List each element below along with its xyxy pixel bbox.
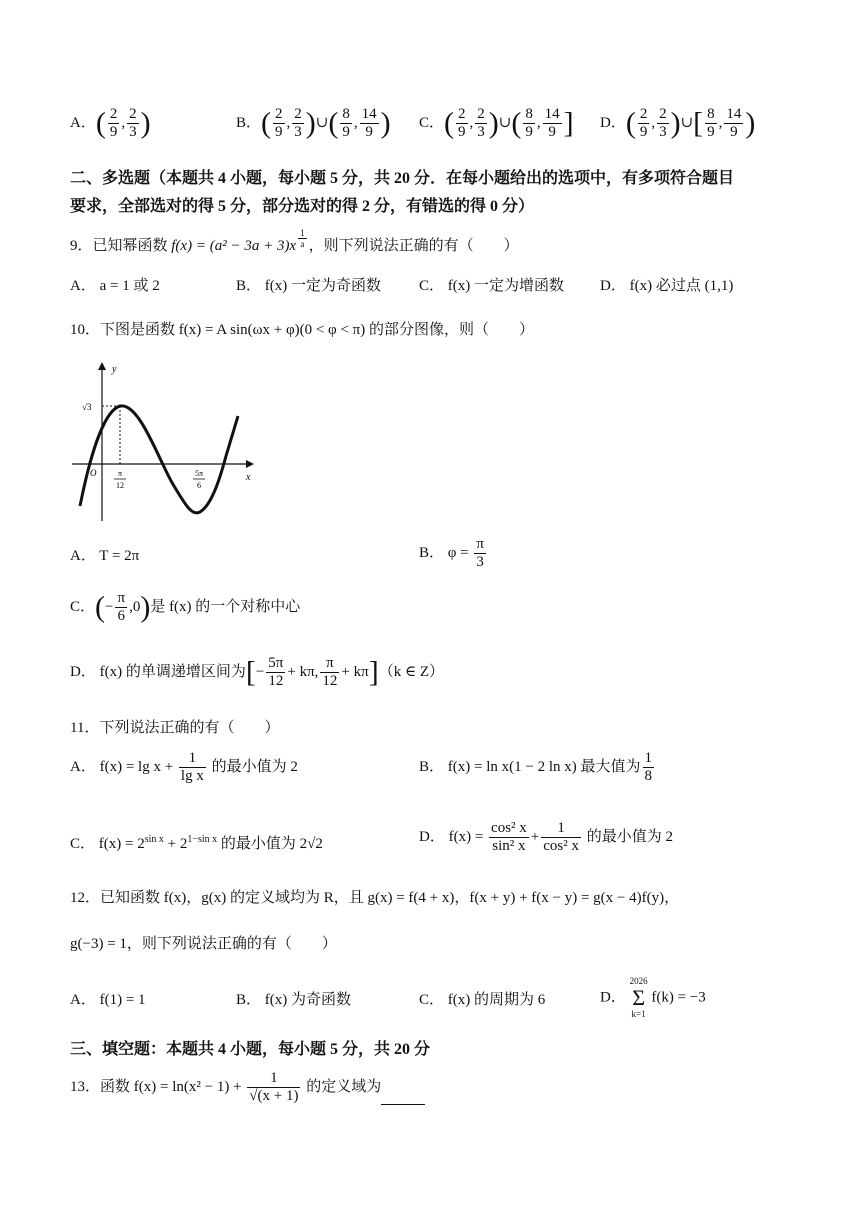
q9-stem: 9．已知幂函数 f(x) = (a² − 3a + 3)x $\frac{1}{a}$ ，则下列说法正确的有（ ）	[70, 228, 519, 254]
section3-heading: 三、填空题：本题共 4 小题，每小题 5 分，共 20 分	[70, 1041, 431, 1058]
q11-option-d: D． f(x) = $\frac{\text{cos² x}}{\text{sin² x}}$ + $\frac{1}{\text{cos² x}}$ 的最小值为 2	[419, 820, 674, 854]
section2-heading-line1: 二、多选题（本题共 4 小题，每小题 5 分，共 20 分．在每小题给出的选项中，有多项符合题目	[70, 170, 735, 187]
summation: 2026 Σ k=1	[629, 976, 648, 1019]
q8-option-a: A．( $\frac{2}{9}$ , $\frac{2}{3}$ )	[70, 106, 151, 140]
q11-stem: 11．下列说法正确的有（ ）	[70, 720, 280, 736]
q8-option-c: C．( $\frac{2}{9}$ , $\frac{2}{3}$ )∪( $\frac{8}{9}$ , $\frac{14}{9}$ ]	[419, 106, 574, 140]
q9-option-c: C． f(x) 一定为增函数	[419, 278, 564, 294]
q12-stem-line2: g(−3) = 1，则下列说法正确的有（ ）	[70, 936, 337, 952]
x-axis-label: x	[246, 472, 251, 483]
q13-stem: 13．函数 f(x) = ln(x² − 1) + $\frac{1}{√(x + 1)}$ 的定义域为	[70, 1070, 425, 1105]
q10-sine-graph	[68, 356, 258, 526]
tick-5pi-6-num: 5π	[194, 469, 204, 478]
q8-option-d: D．( $\frac{2}{9}$ , $\frac{2}{3}$ )∪[ $\frac{8}{9}$ , $\frac{14}{9}$ )	[600, 106, 756, 140]
q10-option-a: A． T = 2π	[70, 548, 140, 564]
tick-5pi-6-den: 6	[197, 481, 201, 490]
origin-label: O	[90, 468, 97, 478]
q8-option-b: B．( $\frac{2}{9}$ , $\frac{2}{3}$ )∪( $\frac{8}{9}$ , $\frac{14}{9}$ )	[236, 106, 391, 140]
tick-pi-12-den: 12	[116, 481, 124, 490]
q10-option-c: C．(− $\frac{\pi}{6}$ ,0)是 f(x) 的一个对称中心	[70, 590, 301, 624]
q9-option-b: B． f(x) 一定为奇函数	[236, 278, 381, 294]
q12-option-b: B． f(x) 为奇函数	[236, 992, 351, 1008]
q10-option-b: B． φ = $\frac{\pi}{3}$	[419, 536, 484, 570]
q10-stem: 10．下图是函数 f(x) = A sin(ωx + φ)(0 < φ < π) 的部分图像，则（ ）	[70, 322, 534, 338]
q12-option-c: C． f(x) 的周期为 6	[419, 992, 546, 1008]
tick-pi-12-num: π	[117, 469, 123, 478]
q9-option-d: D． f(x) 必过点 (1,1)	[600, 278, 734, 294]
q11-option-b: B． f(x) = ln x(1 − 2 ln x) 最大值为 $\frac{1}{8}$	[419, 750, 652, 784]
q9-option-a: A． a = 1 或 2	[70, 278, 160, 294]
q12-option-a: A． f(1) = 1	[70, 992, 146, 1008]
q11-option-c: C． $f(x) = 2^{sin x} + 2^{1-sin x}$ 的最小值为 2√2	[70, 834, 323, 852]
q11-option-a: A． f(x) = lg x + $\frac{1}{\text{lg x}}$ 的最小值为 2	[70, 750, 298, 784]
sine-curve	[80, 406, 238, 513]
q12-option-d: D． 2026 Σ k=1 f(k) = −3	[600, 976, 706, 1019]
answer-blank[interactable]	[381, 1090, 425, 1105]
q12-stem-line1: 12．已知函数 f(x)，g(x) 的定义域均为 R，且 g(x) = f(4 + x)，f(x + y) + f(x − y) = g(x − 4)f(y)，	[70, 890, 680, 906]
peak-value-label: √3	[82, 402, 92, 412]
section2-heading-line2: 要求，全部选对的得 5 分，部分选对的得 2 分，有错选的得 0 分）	[70, 198, 535, 215]
y-axis-label: y	[112, 364, 117, 375]
q10-option-d: D． f(x) 的单调递增区间为[− $\frac{5\pi}{12}$ + kπ, $\frac{\pi}{12}$ + kπ]（k ∈ Z）	[70, 655, 444, 689]
